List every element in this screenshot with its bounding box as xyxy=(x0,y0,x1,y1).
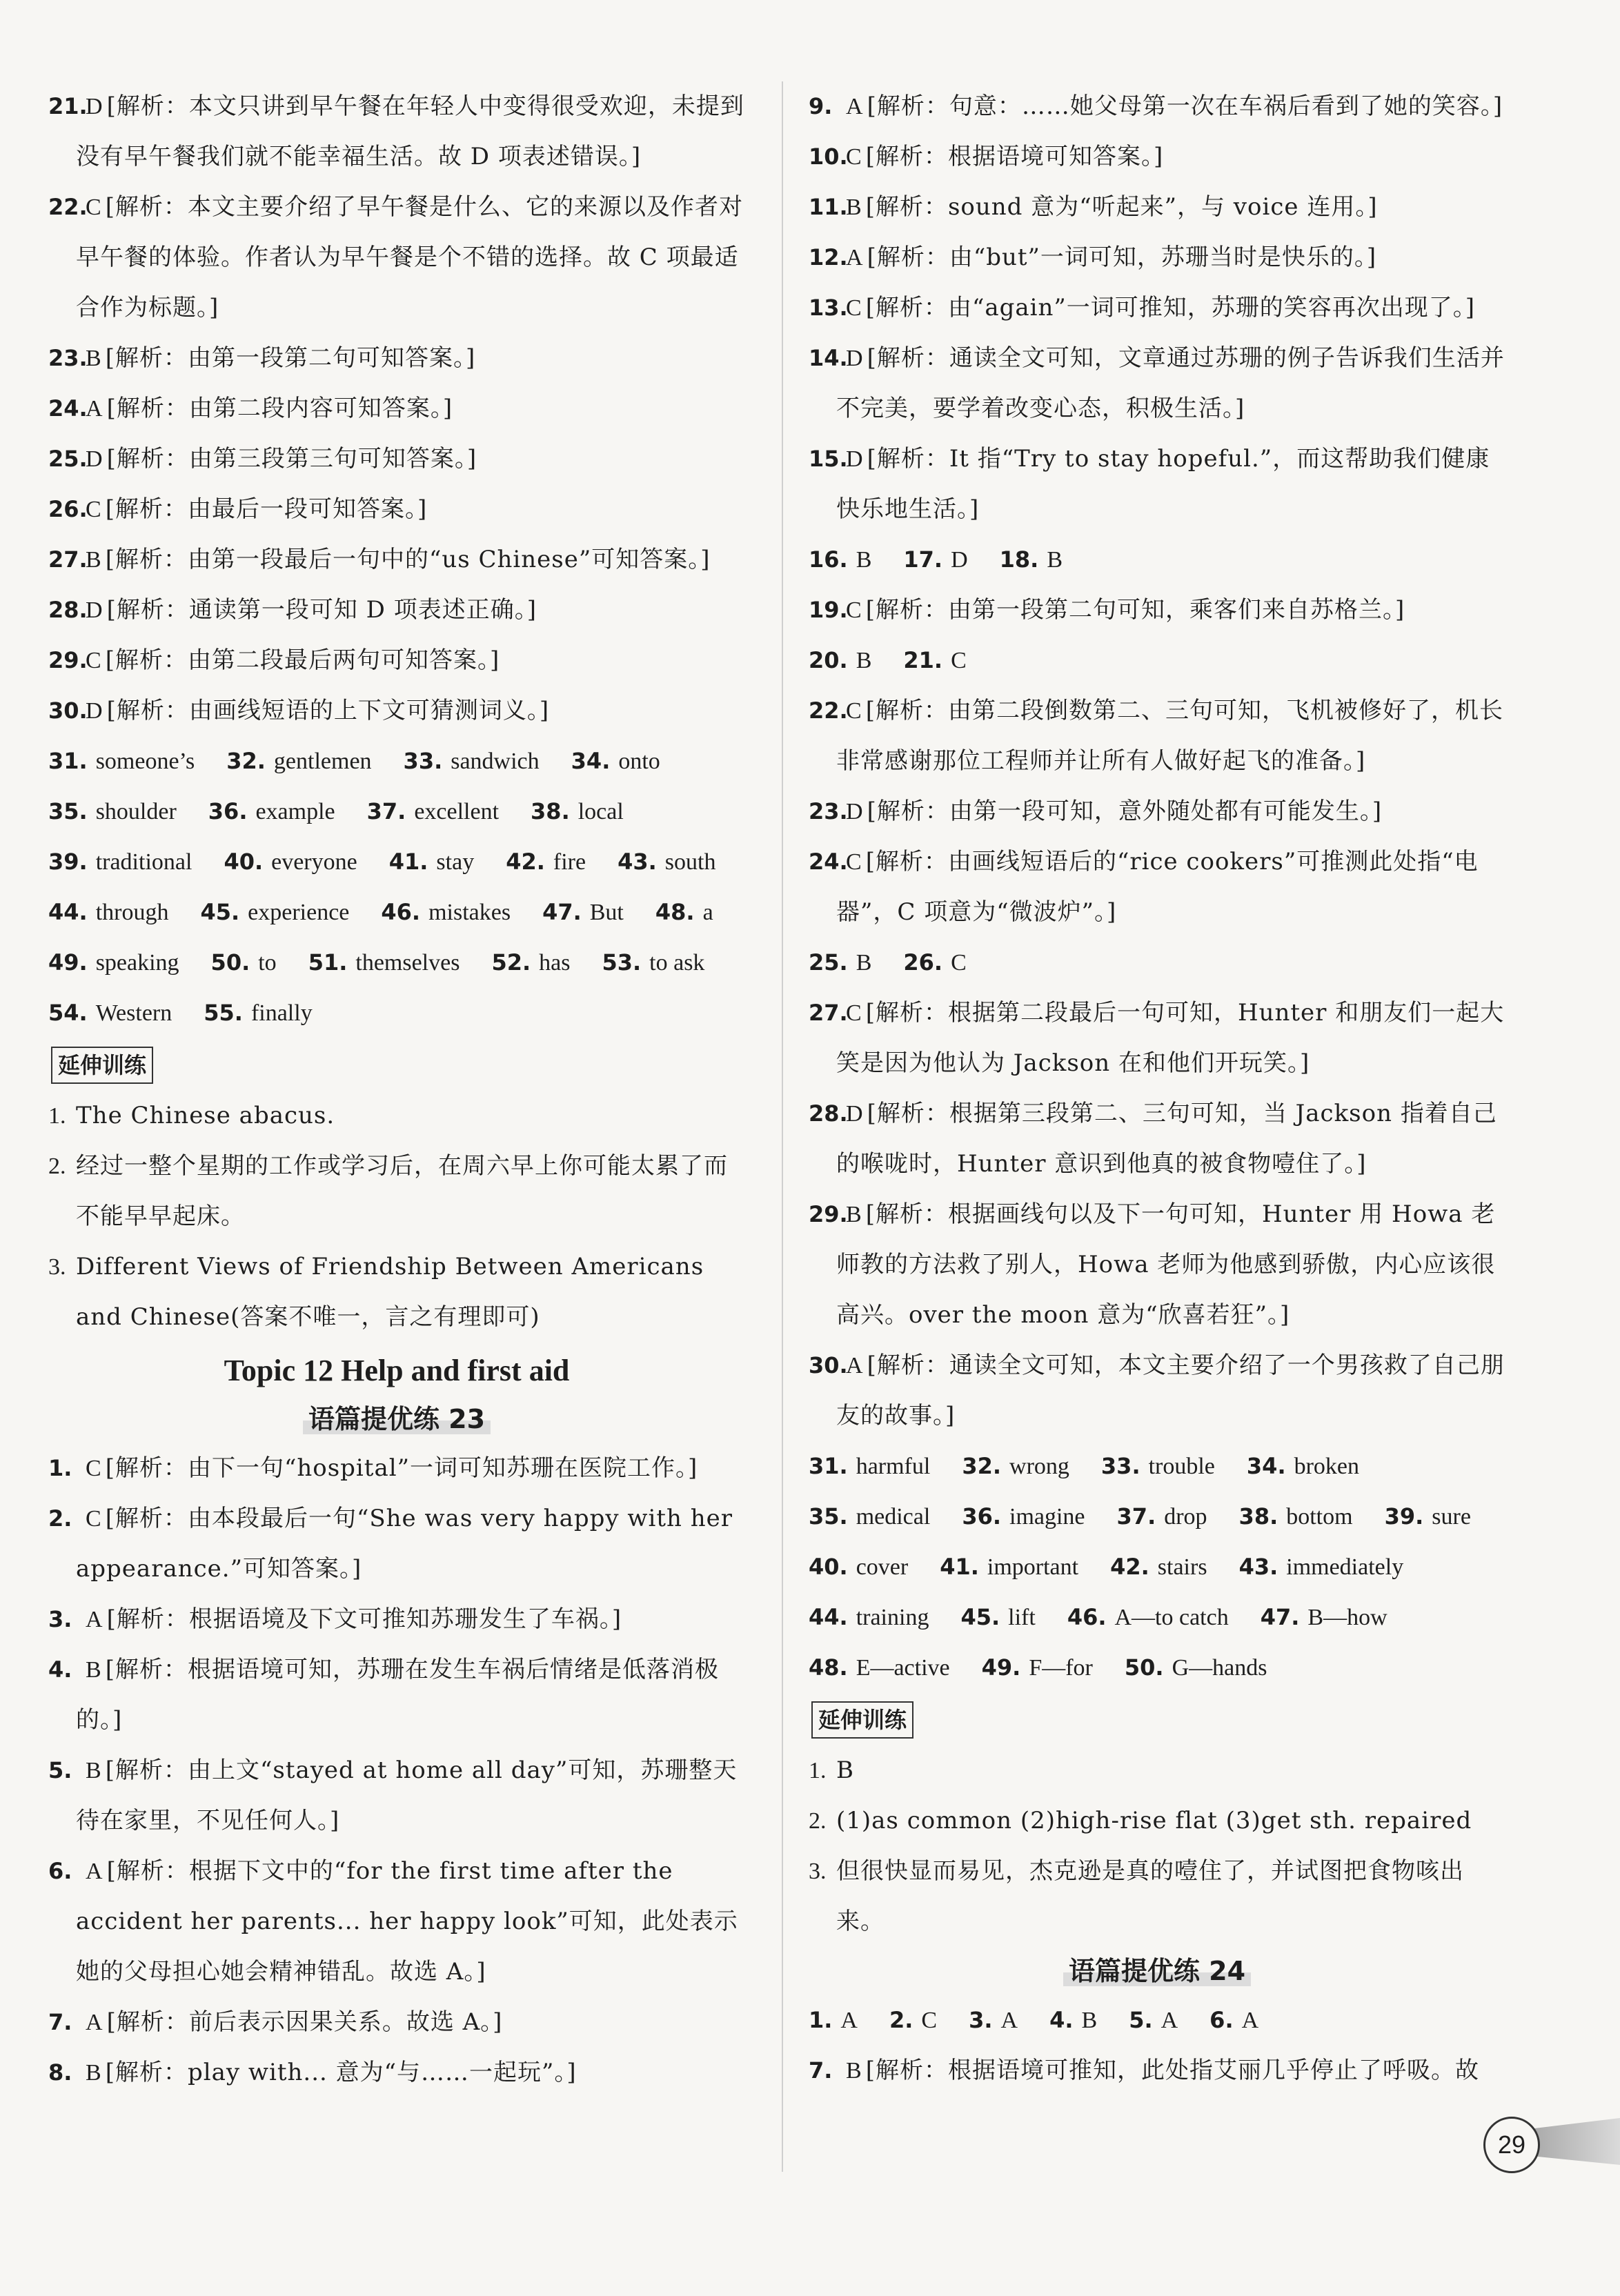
explanation-text: [解析：前后表示因果关系。故选 A。] xyxy=(106,2008,503,2036)
question-number: 49. xyxy=(48,949,88,976)
question-number: 22. xyxy=(809,697,848,724)
question-number: 42. xyxy=(1110,1554,1149,1580)
explanation-text: [解析：根据语境可知答案。] xyxy=(865,143,1164,170)
answer-item xyxy=(48,484,745,535)
answer-letter: C xyxy=(86,1506,101,1532)
item-number: 1. xyxy=(809,1758,827,1783)
answer-word: E—active xyxy=(856,1655,950,1681)
question-number: 46. xyxy=(1067,1604,1107,1630)
explanation-text: [解析：由“again”一词可推知，苏珊的笑容再次出现了。] xyxy=(865,294,1476,321)
answer-item xyxy=(809,434,1505,535)
question-number: 44. xyxy=(48,899,88,925)
answer-word: traditional xyxy=(95,849,192,875)
item-number: 3. xyxy=(48,1254,66,1280)
question-number: 16. xyxy=(809,546,848,573)
answer-item xyxy=(48,1846,745,1997)
explanation-text: [解析：由第二段内容可知答案。] xyxy=(106,395,453,422)
answer-row xyxy=(48,938,745,988)
answer-word: lift xyxy=(1008,1605,1036,1630)
answer-row xyxy=(48,837,745,887)
question-number: 47. xyxy=(542,899,582,925)
question-number: 28. xyxy=(809,1100,848,1127)
question-number: 32. xyxy=(226,748,266,774)
question-number: 44. xyxy=(809,1604,848,1630)
answer-item xyxy=(48,81,745,182)
answer-item xyxy=(48,1997,745,2048)
answer-word: wrong xyxy=(1009,1454,1069,1479)
question-number: 5. xyxy=(1129,2007,1153,2033)
answer-word: medical xyxy=(856,1504,931,1530)
exercise-title-text: 语篇提优练 24 xyxy=(1063,1956,1251,1986)
answer-item xyxy=(809,2046,1505,2096)
question-number: 5. xyxy=(48,1757,72,1783)
answer-letter: B xyxy=(846,195,862,220)
explanation-text: [解析：It 指“Try to stay hopeful.”，而这帮助我们健康快乐地生活。] xyxy=(836,445,1490,523)
question-number: 41. xyxy=(940,1554,979,1580)
answer-word: themselves xyxy=(355,950,460,976)
answer-letter: C xyxy=(86,1456,101,1481)
explanation-text: [解析：根据语境可知，苏珊在发生车祸后情绪是低落消极的。] xyxy=(76,1656,719,1734)
answer-word: trouble xyxy=(1148,1454,1215,1479)
answer-letter: B xyxy=(86,346,101,371)
question-number: 31. xyxy=(48,748,88,774)
question-number: 30. xyxy=(48,697,88,724)
question-number: 27. xyxy=(48,546,88,573)
question-number: 36. xyxy=(962,1503,1001,1530)
question-number: 34. xyxy=(1246,1453,1286,1479)
answer-letter: A xyxy=(846,1353,863,1378)
answer-item xyxy=(809,132,1505,182)
question-number: 40. xyxy=(224,849,264,875)
answer-letter: D xyxy=(86,446,103,472)
answer-word: B xyxy=(1047,547,1063,573)
answer-letter: D xyxy=(846,799,863,824)
question-number: 26. xyxy=(903,949,943,976)
answer-word: to xyxy=(258,950,277,976)
question-number: 29. xyxy=(809,1201,848,1227)
question-number: 35. xyxy=(809,1503,848,1530)
answer-letter: C xyxy=(846,849,862,875)
answer-word: sure xyxy=(1432,1504,1471,1530)
explanation-text: [解析：由第三段第三句可知答案。] xyxy=(106,445,477,473)
answer-item xyxy=(809,182,1505,232)
explanation-text: [解析：本文主要介绍了早午餐是什么、它的来源以及作者对早午餐的体验。作者认为早午餐是个不错的选择。故 C 项最适合作为标题。] xyxy=(76,193,743,321)
answer-word: speaking xyxy=(95,950,179,976)
question-number: 10. xyxy=(809,144,848,170)
answer-row xyxy=(809,535,1505,585)
question-number: 29. xyxy=(48,647,88,673)
column-divider xyxy=(782,81,783,2172)
question-number: 22. xyxy=(48,194,88,220)
explanation-text: [解析：由“but”一词可知，苏珊当时是快乐的。] xyxy=(867,244,1377,271)
question-number: 48. xyxy=(809,1654,848,1681)
question-number: 7. xyxy=(48,2009,72,2035)
answer-letter: C xyxy=(86,648,101,673)
answer-item xyxy=(48,2048,745,2098)
answer-letter: B xyxy=(86,2060,101,2086)
question-number: 7. xyxy=(809,2057,833,2084)
answer-item xyxy=(48,1645,745,1745)
question-number: 32. xyxy=(962,1453,1002,1479)
answer-row xyxy=(48,887,745,938)
answer-letter: B xyxy=(846,2058,862,2084)
question-number: 31. xyxy=(809,1453,848,1479)
answer-letter: C xyxy=(846,698,862,724)
explanation-text: [解析：sound 意为“听起来”，与 voice 连用。] xyxy=(865,193,1378,221)
explanation-text: [解析：根据第三段第二、三句可知，当 Jackson 指着自己的喉咙时，Hunter 意识到他真的被食物噎住了。] xyxy=(836,1100,1497,1178)
answer-item xyxy=(809,1189,1505,1340)
answer-item xyxy=(48,535,745,585)
explanation-text: [解析：由上文“stayed at home all day”可知，苏珊整天待在家里，不见任何人。] xyxy=(76,1756,738,1834)
answer-word: gentlemen xyxy=(273,749,372,774)
question-number: 17. xyxy=(903,546,943,573)
explanation-text: [解析：由第一段最后一句中的“us Chinese”可知答案。] xyxy=(105,546,711,573)
answer-word: Western xyxy=(95,1000,172,1026)
answer-item xyxy=(809,837,1505,938)
answer-word: everyone xyxy=(271,849,357,875)
answer-item xyxy=(809,1089,1505,1189)
answer-item xyxy=(48,1594,745,1645)
question-number: 26. xyxy=(48,496,88,522)
answer-item xyxy=(48,182,745,333)
answer-item xyxy=(809,686,1505,786)
answer-letter: C xyxy=(846,295,862,321)
answer-word: B xyxy=(856,648,872,673)
explanation-text: [解析：根据画线句以及下一句可知，Hunter 用 Howa 老师教的方法救了别人，Howa 老师为他感到骄傲，内心应该很高兴。over the moon 意为“欣喜若狂”。] xyxy=(836,1200,1496,1329)
item-text: Different Views of Friendship Between Americans and Chinese(答案不唯一，言之有理即可) xyxy=(76,1253,704,1331)
question-number: 24. xyxy=(809,849,848,875)
explanation-text: [解析：通读第一段可知 D 项表述正确。] xyxy=(106,596,537,624)
question-number: 40. xyxy=(809,1554,848,1580)
question-number: 4. xyxy=(48,1656,72,1683)
answer-letter: D xyxy=(86,698,103,724)
section-label-wrap xyxy=(48,1038,745,1091)
answer-letter: C xyxy=(86,195,101,220)
answer-item xyxy=(809,333,1505,434)
explanation-text: [解析：根据语境及下文可推知苏珊发生了车祸。] xyxy=(106,1605,622,1633)
question-number: 20. xyxy=(809,647,848,673)
question-number: 24. xyxy=(48,395,88,422)
answer-letter: B xyxy=(86,547,101,573)
answer-item xyxy=(48,434,745,484)
item-number: 1. xyxy=(48,1103,66,1129)
answer-row xyxy=(809,1995,1505,2046)
explanation-text: [解析：由下一句“hospital”一词可知苏珊在医院工作。] xyxy=(105,1454,698,1482)
question-number: 3. xyxy=(969,2007,993,2033)
question-number: 21. xyxy=(48,93,88,119)
answer-word: C xyxy=(921,2008,938,2033)
left-column xyxy=(48,81,745,2098)
question-number: 12. xyxy=(809,244,848,270)
explanation-text: [解析：由第二段最后两句可知答案。] xyxy=(105,646,500,674)
section-label: 延伸训练 xyxy=(811,1701,913,1739)
explanation-text: [解析：由第一段可知，意外随处都有可能发生。] xyxy=(867,798,1383,825)
answer-letter: A xyxy=(86,1859,103,1884)
answer-letter: D xyxy=(846,446,863,472)
question-number: 55. xyxy=(204,1000,243,1026)
answer-item xyxy=(809,988,1505,1089)
question-number: 25. xyxy=(48,446,88,472)
answer-letter: A xyxy=(846,245,863,270)
answer-word: example xyxy=(255,799,335,824)
answer-word: broken xyxy=(1294,1454,1360,1479)
answer-row xyxy=(809,1492,1505,1542)
explanation-text: [解析：句意：……她父母第一次在车祸后看到了她的笑容。] xyxy=(867,92,1503,120)
question-number: 50. xyxy=(210,949,250,976)
answer-letter: D xyxy=(846,346,863,371)
answer-row xyxy=(809,1592,1505,1643)
question-number: 43. xyxy=(1238,1554,1278,1580)
answer-word: has xyxy=(539,950,571,976)
answer-letter: A xyxy=(86,2010,103,2035)
answer-item xyxy=(809,232,1505,283)
question-number: 15. xyxy=(809,446,848,472)
exercise-title-text: 语篇提优练 23 xyxy=(303,1404,491,1434)
question-number: 25. xyxy=(809,949,848,976)
question-number: 30. xyxy=(809,1352,848,1378)
answer-letter: D xyxy=(86,94,103,119)
answer-word: drop xyxy=(1164,1504,1207,1530)
extension-item xyxy=(48,1091,745,1141)
answer-item xyxy=(48,686,745,736)
answer-item xyxy=(809,786,1505,837)
answer-word: imagine xyxy=(1009,1504,1085,1530)
question-number: 33. xyxy=(403,748,443,774)
answer-item xyxy=(48,1494,745,1594)
question-number: 6. xyxy=(48,1858,72,1884)
question-number: 53. xyxy=(602,949,642,976)
answer-word: A xyxy=(1000,2008,1018,2033)
extension-item xyxy=(809,1846,1505,1947)
explanation-text: [解析：由第二段倒数第二、三句可知，飞机被修好了，机长非常感谢那位工程师并让所有人做好起飞的准备。] xyxy=(836,697,1503,775)
exercise-title xyxy=(48,1395,745,1443)
answer-item xyxy=(809,1340,1505,1441)
answer-letter: A xyxy=(86,1607,103,1632)
answer-word: A xyxy=(840,2008,858,2033)
answer-item xyxy=(809,283,1505,333)
answer-row xyxy=(48,736,745,786)
extension-item xyxy=(809,1745,1505,1796)
section-label-wrap xyxy=(809,1693,1505,1745)
extension-item xyxy=(48,1141,745,1242)
question-number: 23. xyxy=(48,345,88,371)
question-number: 50. xyxy=(1124,1654,1164,1681)
answer-word: training xyxy=(856,1605,929,1630)
explanation-text: [解析：本文只讲到早午餐在年轻人中变得很受欢迎，未提到没有早午餐我们就不能幸福生活。故 D 项表述错误。] xyxy=(76,92,744,170)
question-number: 43. xyxy=(618,849,657,875)
answer-word: cover xyxy=(856,1554,909,1580)
explanation-text: [解析：根据下文中的“for the first time after the accident her parents... her happy look”可知，此处表示她的父母担心她会精神错乱。故选 A。] xyxy=(76,1857,738,1986)
question-number: 49. xyxy=(981,1654,1021,1681)
question-number: 1. xyxy=(809,2007,833,2033)
question-number: 42. xyxy=(506,849,545,875)
answer-word: A xyxy=(1160,2008,1178,2033)
answer-item xyxy=(48,333,745,384)
answer-word: stay xyxy=(436,849,475,875)
answer-word: C xyxy=(951,648,967,673)
answer-word: through xyxy=(95,900,169,925)
item-text: (1)as common (2)high-rise flat (3)get sth. repaired xyxy=(836,1807,1472,1834)
answer-row xyxy=(48,786,745,837)
answer-letter: A xyxy=(846,94,863,119)
question-number: 6. xyxy=(1209,2007,1234,2033)
answer-word: immediately xyxy=(1286,1554,1404,1580)
extension-item xyxy=(48,1242,745,1343)
question-number: 27. xyxy=(809,1000,848,1026)
question-number: 28. xyxy=(48,597,88,623)
explanation-text: [解析：play with... 意为“与……一起玩”。] xyxy=(105,2059,577,2086)
explanation-text: [解析：由本段最后一句“She was very happy with her appearance.”可知答案。] xyxy=(76,1505,733,1583)
question-number: 48. xyxy=(655,899,695,925)
explanation-text: [解析：根据语境可推知，此处指艾丽几乎停止了呼吸。故 xyxy=(865,2057,1479,2084)
answer-word: experience xyxy=(248,900,350,925)
question-number: 36. xyxy=(208,798,248,824)
answer-word: a xyxy=(702,900,713,925)
answer-letter: C xyxy=(846,1000,862,1026)
answer-word: G—hands xyxy=(1172,1655,1267,1681)
question-number: 37. xyxy=(366,798,406,824)
answer-word: But xyxy=(589,900,624,925)
answer-word: finally xyxy=(250,1000,313,1026)
answer-word: local xyxy=(577,799,624,824)
answer-word: important xyxy=(987,1554,1079,1580)
answer-row xyxy=(809,1643,1505,1693)
item-number: 2. xyxy=(809,1808,827,1834)
item-text: B xyxy=(836,1756,854,1784)
answer-word: bottom xyxy=(1286,1504,1353,1530)
question-number: 11. xyxy=(809,194,848,220)
question-number: 1. xyxy=(48,1455,72,1481)
question-number: 4. xyxy=(1049,2007,1074,2033)
answer-word: C xyxy=(951,950,967,976)
explanation-text: [解析：由画线短语的上下文可猜测词义。] xyxy=(106,697,550,724)
answer-letter: A xyxy=(86,396,103,422)
explanation-text: [解析：由第一段第二句可知答案。] xyxy=(105,344,476,372)
answer-letter: D xyxy=(86,597,103,623)
answer-word: F—for xyxy=(1029,1655,1093,1681)
answer-word: D xyxy=(951,547,968,573)
answer-letter: C xyxy=(846,144,862,170)
answer-item xyxy=(48,1745,745,1846)
question-number: 14. xyxy=(809,345,848,371)
question-number: 19. xyxy=(809,597,848,623)
answer-item xyxy=(809,585,1505,635)
answer-row xyxy=(809,938,1505,988)
question-number: 39. xyxy=(48,849,88,875)
answer-word: to ask xyxy=(649,950,705,976)
answer-letter: D xyxy=(846,1101,863,1127)
question-number: 41. xyxy=(388,849,428,875)
answer-word: B xyxy=(1081,2008,1098,2033)
answer-letter: C xyxy=(86,497,101,522)
answer-letter: B xyxy=(86,1657,101,1683)
question-number: 39. xyxy=(1384,1503,1424,1530)
question-number: 46. xyxy=(381,899,421,925)
answer-word: B xyxy=(856,547,872,573)
answer-word: fire xyxy=(553,849,586,875)
answer-row xyxy=(809,1542,1505,1592)
extension-item xyxy=(809,1796,1505,1846)
answer-item xyxy=(48,384,745,434)
question-number: 54. xyxy=(48,1000,88,1026)
answer-word: A xyxy=(1241,2008,1259,2033)
explanation-text: [解析：通读全文可知，本文主要介绍了一个男孩救了自己朋友的故事。] xyxy=(836,1352,1505,1429)
question-number: 34. xyxy=(571,748,611,774)
question-number: 21. xyxy=(903,647,943,673)
answer-word: someone’s xyxy=(95,749,195,774)
answer-letter: C xyxy=(846,597,862,623)
topic-title: Topic 12 Help and first aid xyxy=(224,1354,570,1387)
answer-word: A—to catch xyxy=(1114,1605,1229,1630)
answer-word: sandwich xyxy=(451,749,540,774)
question-number: 51. xyxy=(308,949,348,976)
explanation-text: [解析：根据第二段最后一句可知，Hunter 和朋友们一起大笑是因为他认为 Jackson 在和他们开玩笑。] xyxy=(836,999,1505,1077)
question-number: 37. xyxy=(1116,1503,1156,1530)
answer-letter: B xyxy=(86,1758,101,1783)
item-text: 经过一整个星期的工作或学习后，在周六早上你可能太累了而不能早早起床。 xyxy=(76,1152,728,1230)
item-text: 但很快显而易见，杰克逊是真的噎住了，并试图把食物咳出来。 xyxy=(836,1857,1464,1935)
item-number: 3. xyxy=(809,1859,827,1884)
answer-word: mistakes xyxy=(428,900,511,925)
answer-row xyxy=(809,635,1505,686)
item-number: 2. xyxy=(48,1154,66,1179)
question-number: 8. xyxy=(48,2059,72,2086)
answer-item xyxy=(48,635,745,686)
explanation-text: [解析：由第一段第二句可知，乘客们来自苏格兰。] xyxy=(865,596,1405,624)
explanation-text: [解析：由最后一段可知答案。] xyxy=(105,495,428,523)
question-number: 33. xyxy=(1100,1453,1140,1479)
answer-word: stairs xyxy=(1157,1554,1207,1580)
question-number: 9. xyxy=(809,93,833,119)
question-number: 3. xyxy=(48,1606,72,1632)
explanation-text: [解析：由画线短语后的“rice cookers”可推测此处指“电器”，C 项意为“微波炉”。] xyxy=(836,848,1479,926)
exercise-title xyxy=(809,1947,1505,1995)
item-text: The Chinese abacus. xyxy=(76,1102,335,1129)
answer-word: south xyxy=(664,849,716,875)
question-number: 2. xyxy=(48,1505,72,1532)
answer-letter: B xyxy=(846,1202,862,1227)
question-number: 18. xyxy=(999,546,1039,573)
answer-word: B xyxy=(856,950,872,976)
answer-word: B—how xyxy=(1307,1605,1387,1630)
right-column xyxy=(809,81,1505,2096)
answer-row xyxy=(48,988,745,1038)
question-number: 52. xyxy=(491,949,531,976)
answer-item xyxy=(809,81,1505,132)
page-number: 29 xyxy=(1483,2117,1540,2173)
question-number: 2. xyxy=(889,2007,913,2033)
question-number: 45. xyxy=(200,899,240,925)
answer-word: shoulder xyxy=(95,799,177,824)
answer-row xyxy=(809,1441,1505,1492)
answer-word: harmful xyxy=(856,1454,931,1479)
question-number: 45. xyxy=(960,1604,1000,1630)
answer-word: excellent xyxy=(414,799,500,824)
explanation-text: [解析：通读全文可知，文章通过苏珊的例子告诉我们生活并不完美，要学着改变心态，积极生活。] xyxy=(836,344,1505,422)
answer-item xyxy=(48,585,745,635)
answer-word: onto xyxy=(618,749,660,774)
answer-item xyxy=(48,1443,745,1494)
section-label: 延伸训练 xyxy=(51,1047,153,1084)
question-number: 38. xyxy=(1238,1503,1278,1530)
question-number: 38. xyxy=(531,798,570,824)
question-number: 13. xyxy=(809,295,848,321)
question-number: 23. xyxy=(809,798,848,824)
question-number: 35. xyxy=(48,798,88,824)
question-number: 47. xyxy=(1260,1604,1300,1630)
